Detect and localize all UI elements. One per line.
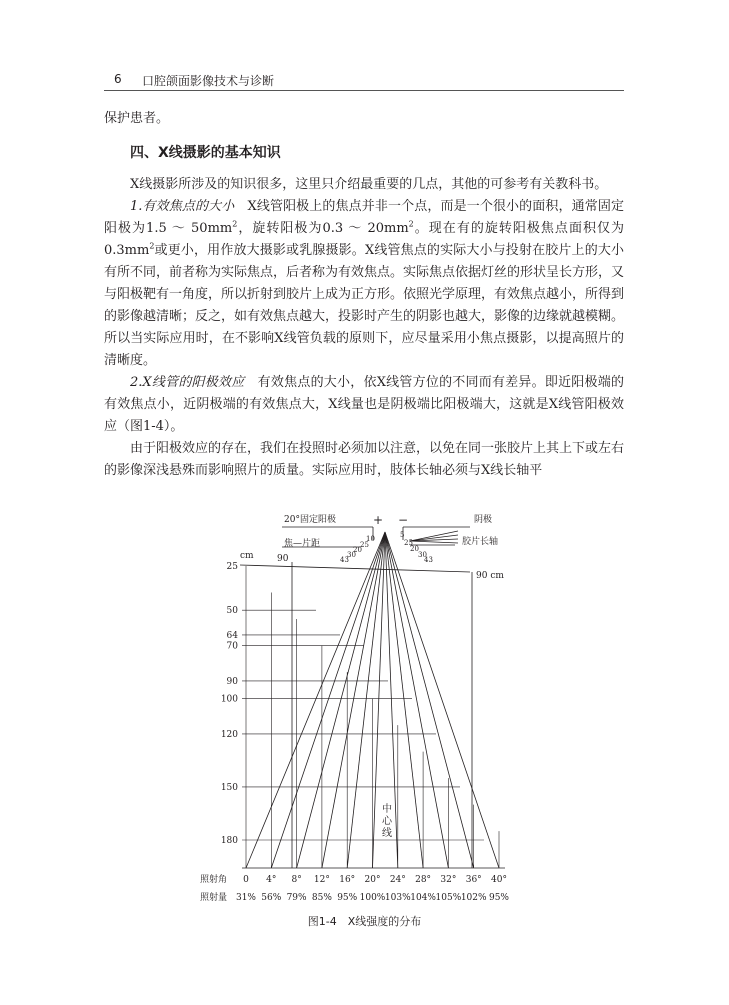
cathode-side-mark: 25 [404,539,413,547]
depth-tick-label: 120 [220,729,238,740]
amount-tick-label: 105% [435,893,462,903]
cathode-label: 阴极 [474,515,493,525]
beam-ray [297,532,385,868]
beam-ray [322,532,385,868]
beam-ray [347,532,385,868]
cathode-side-mark: 5 [400,531,405,539]
amount-tick-label: 56% [261,893,282,903]
angle-tick-label: 32° [440,875,457,885]
paragraph: 保护患者。 [104,111,170,126]
paragraph: 1.有效焦点的大小 X线管阳极上的焦点并非一个点，而是一个很小的面积，通常固定阳极为1.5 ～ $50mm^2$，旋转阳极为0.3 ～ $20mm^2$。现在有的旋转阳极焦点面积仅为$0.3mm^2$或更小，用作放大摄影或乳腺摄影。X线管焦点的实际大小与投射在胶片上的大小有所不同，前者称为实际焦点，后者称为有效焦点。实际焦点依据灯丝的形状呈长方形，又与阳极靶有一角度，所以折射到胶片上成为正方形。依照光学原理，有效焦点越小，所得到的影像越清晰；反之，如有效焦点越大，投影时产生的阴影也越大，影像的边缘就越模糊。所以当实际应用时，在不影响X线管负载的原则下，应尽量采用小焦点摄影，以提高照片的清晰度。 [104,199,625,368]
paragraph: 由于阳极效应的存在，我们在投照时必须加以注意，以免在同一张胶片上其上下或左右的影像深浅悬殊而影响照片的质量。实际应用时，肢体长轴必须与X线长轴平 [104,441,625,478]
beam-ray [271,532,385,868]
section-title: 四、X线摄影的基本知识 [130,145,281,161]
anode-label: 20°固定阳极 [284,515,336,525]
book-title: 口腔颌面影像技术与诊断 [142,74,275,88]
depth-tick-label: 90 [226,676,238,687]
svg-text:线: 线 [382,828,392,839]
beam-ray [385,532,448,868]
beam-ray [385,532,474,868]
paragraph: 2.X线管的阳极效应 有效焦点的大小，依X线管方位的不同而有差异。即近阳极端的有效焦点小，近阴极端的有效焦点大，X线量也是阴极端比阳极端大，这就是X线管阳极效应（图1-4）。 [104,375,624,434]
amount-tick-label: 79% [286,893,307,903]
amount-tick-label: 103% [384,893,411,903]
amount-tick-label: 85% [311,893,332,903]
svg-text:心: 心 [382,816,392,827]
minus-sign: − [398,513,409,527]
amount-row-label: 照射量 [200,893,228,903]
amount-tick-label: 95% [488,893,510,903]
film-axis-label: 胶片长轴 [462,537,499,547]
amount-tick-label: 95% [337,893,358,903]
cathode-side-mark: 43 [424,556,433,564]
distance-25cm-line [240,565,470,572]
cathode-side-mark: 30 [418,551,427,559]
center-line-label [382,802,393,839]
depth-tick-label: 150 [220,782,238,793]
page-number: 6 [114,72,122,86]
depth-tick-label: 50 [226,606,238,617]
angle-tick-label: 24° [389,875,406,885]
plus-sign: + [373,513,384,527]
paragraph: X线摄影所涉及的知识很多，这里只介绍最重要的几点，其他的可参考有关教科书。 [130,177,608,192]
run-in-heading: 2.X线管的阳极效应 [130,375,245,390]
cathode-side-mark: 20 [410,545,419,553]
amount-tick-label: 100% [359,893,386,903]
angle-tick-label: 40° [491,875,507,885]
distance-90cm-label: 90 cm [476,571,504,581]
angle-tick-label: 8° [291,875,302,885]
distance-90-label: 90 [277,554,289,564]
focal-distance-label: 焦—片距 [284,539,321,549]
anode-side-mark: 30 [347,551,356,559]
figure-caption: 图1-4 X线强度的分布 [307,915,422,928]
amount-tick-label: 31% [235,893,257,903]
angle-tick-label: 12° [313,875,330,885]
anode-side-mark: 43 [340,556,349,564]
angle-tick-label: 36° [465,875,482,885]
angle-tick-label: 20° [364,875,381,885]
run-in-heading: 1.有效焦点的大小 [130,199,235,214]
amount-tick-label: 102% [460,893,487,903]
svg-text:中: 中 [382,804,392,815]
anode-side-mark: 25 [360,541,369,549]
depth-tick-label: 100 [220,694,238,705]
angle-row-label: 照射角 [200,875,228,885]
depth-tick-label: 64 [226,630,238,641]
angle-tick-label: 0 [243,875,249,885]
depth-tick-label: 70 [226,641,238,652]
beam-ray [246,532,385,868]
film-axis-tick-line [410,541,458,543]
amount-tick-label: 104% [410,893,436,903]
angle-tick-label: 16° [339,875,356,885]
depth-tick-label: 25 [226,562,238,572]
beam-ray [385,532,499,868]
angle-tick-label: 4° [266,875,277,885]
anode-side-mark: 20 [353,546,362,554]
angle-tick-label: 28° [415,875,432,885]
anode-side-mark: 10 [366,535,375,543]
cm-label: cm [240,551,254,561]
depth-tick-label: 180 [220,836,238,846]
